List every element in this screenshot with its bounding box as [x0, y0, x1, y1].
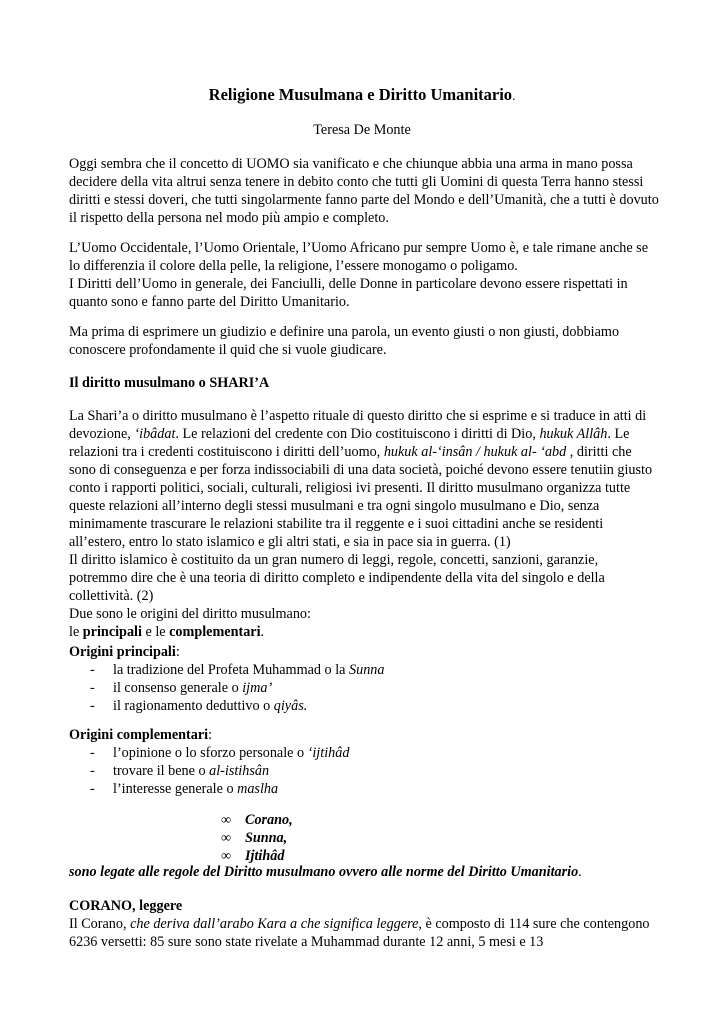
title-dot: . — [512, 88, 516, 103]
origini-complementari-section — [69, 726, 659, 798]
section-heading-sharia: Il diritto musulmano o SHARI’A — [69, 375, 270, 391]
source-label: Ijtihâd — [245, 848, 285, 864]
subheading — [69, 726, 659, 744]
sources-list — [221, 811, 441, 865]
sources-conclusion — [69, 863, 659, 881]
paragraph-text: I Diritti dell’Uomo in generale, dei Fanciulli, delle Donne in particolare devono essere rispettati in quanto sono e fanno parte del Diritto Umanitario. — [69, 276, 628, 310]
list-item — [69, 762, 659, 780]
item-text: l’opinione o lo sforzo personale o — [113, 745, 308, 761]
source-label: Sunna, — [245, 830, 288, 846]
infinity-bullet-icon: ∞ — [221, 848, 232, 864]
paragraph-text: Ma prima di esprimere un giudizio e definire una parola, un evento giusti o non giusti, dobbiamo conoscere profondamente il quid che si vuole giudicare. — [69, 324, 620, 358]
list-item — [69, 744, 659, 762]
list-item — [69, 780, 659, 798]
italic-term: hukuk Allâh — [539, 426, 608, 442]
source-item — [221, 811, 441, 829]
sharia-section-body — [69, 407, 659, 641]
item-text: l’interesse generale o — [113, 781, 238, 797]
item-term: maslha — [237, 781, 279, 797]
item-term: Sunna — [349, 662, 385, 678]
subheading-text: Origini principali — [69, 644, 176, 660]
text-run: . — [260, 624, 265, 640]
bold-term: complementari — [169, 624, 261, 640]
italic-term: ‘ibâdat — [134, 426, 176, 442]
italic-phrase: che deriva dall’arabo Kara a che significa leggere — [130, 916, 419, 932]
item-term: qiyâs. — [273, 698, 308, 714]
conclusion-text: sono legate alle regole del Diritto musulmano ovvero alle norme del Diritto Umanitario — [69, 864, 579, 880]
origins-intro — [69, 623, 659, 641]
origini-principali-section — [69, 643, 659, 715]
conclusion-dot: . — [578, 864, 582, 880]
paragraph-text: Il diritto islamico è costituito da un gran numero di leggi, regole, concetti, sanzioni, garanzie, potremmo dire che è una teoria di diritto completo e indipendente della vita del singolo e della collettività. (2) — [69, 552, 605, 604]
origini-principali-list — [69, 661, 659, 715]
text-run: La Shari’a o diritto musulmano è l’aspetto rituale di questo diritto che si esprime e si traduce in atti di devozione, — [69, 408, 647, 442]
text-run: Il Corano, — [69, 916, 131, 932]
italic-term: hukuk al-‘insân / hukuk al- ‘abd — [383, 444, 567, 460]
giudizio-paragraph — [69, 323, 659, 359]
list-item — [69, 697, 659, 715]
document-title — [0, 86, 724, 105]
text-run: . Le relazioni tra i credenti costituiscono i diritti dell’uomo, — [69, 426, 630, 460]
bold-term: principali — [82, 624, 142, 640]
title-text: Religione Musulmana e Diritto Umanitario — [208, 85, 513, 104]
intro-paragraph — [69, 155, 659, 227]
paragraph-text: Oggi sembra che il concetto di UOMO sia vanificato e che chiunque abbia una arma in mano possa decidere della vita altrui senza tenere in debito conto che tutti gli Uomini di questa Terra hanno stessi diritti e stessi doveri, che tutti singolarmente fanno parte del Mondo e dell’Umanità, che a tutti è dovuto il rispetto della persona nel modo più ampio e completo. — [69, 156, 659, 226]
origini-complementari-list — [69, 744, 659, 798]
infinity-bullet-icon: ∞ — [221, 812, 232, 828]
infinity-bullet-icon: ∞ — [221, 830, 232, 846]
subheading — [69, 643, 659, 661]
section-heading-corano: CORANO, leggere — [69, 898, 183, 914]
conclusion-line — [69, 863, 659, 881]
item-text: il consenso generale o — [113, 680, 243, 696]
item-term: al-istihsân — [209, 763, 270, 779]
item-text: la tradizione del Profeta Muhammad o la — [113, 662, 349, 678]
sharia-paragraph — [69, 407, 659, 551]
paragraph-text: L’Uomo Occidentale, l’Uomo Orientale, l’Uomo Africano pur sempre Uomo è, e tale rimane anche se lo differenzia il colore della pelle, la religione, l’essere monogamo o poligamo. — [69, 240, 648, 274]
subheading-text: Origini complementari — [69, 727, 209, 743]
paragraph-text: Due sono le origini del diritto musulmano: — [69, 606, 311, 622]
source-item — [221, 829, 441, 847]
list-item — [69, 679, 659, 697]
item-term: ijma’ — [242, 680, 273, 696]
text-run: , è composto di 114 sure che contengono 6236 versetti: 85 sure sono state rivelate a Muhammad durante 12 anni, 5 mesi e 13 — [69, 916, 650, 950]
subheading-colon: : — [175, 644, 180, 660]
corano-paragraph — [69, 915, 659, 951]
author-name: Teresa De Monte — [313, 122, 411, 138]
paragraph-text — [69, 915, 659, 951]
subheading-colon: : — [208, 727, 213, 743]
text-run: , diritti che sono di conseguenza e per forza indissociabili di una data società, poiché devono essere tenutiin giusto conto i rapporti politici, sociali, culturali, religiosi ivi presenti. Il diritto musulmano organizza tutte queste relazioni all’interno degli stessi musulmani e tra ogni singolo musulmano e Dio, senza minimamente trascurare le relazioni stabilite tra il reggente e i suoi cittadini anche se residenti all’estero, entro lo stato islamico e gli altri stati, e sia in pace sia in guerra. (1) — [69, 444, 653, 550]
uomo-paragraph — [69, 239, 659, 311]
text-run: le — [69, 624, 83, 640]
source-label: Corano, — [245, 812, 293, 828]
text-run: . Le relazioni del credente con Dio costituiscono i diritti di Dio, — [175, 426, 540, 442]
text-run: e le — [141, 624, 170, 640]
item-text: il ragionamento deduttivo o — [113, 698, 274, 714]
list-item — [69, 661, 659, 679]
item-term: ‘ijtihâd — [307, 745, 350, 761]
item-text: trovare il bene o — [113, 763, 210, 779]
